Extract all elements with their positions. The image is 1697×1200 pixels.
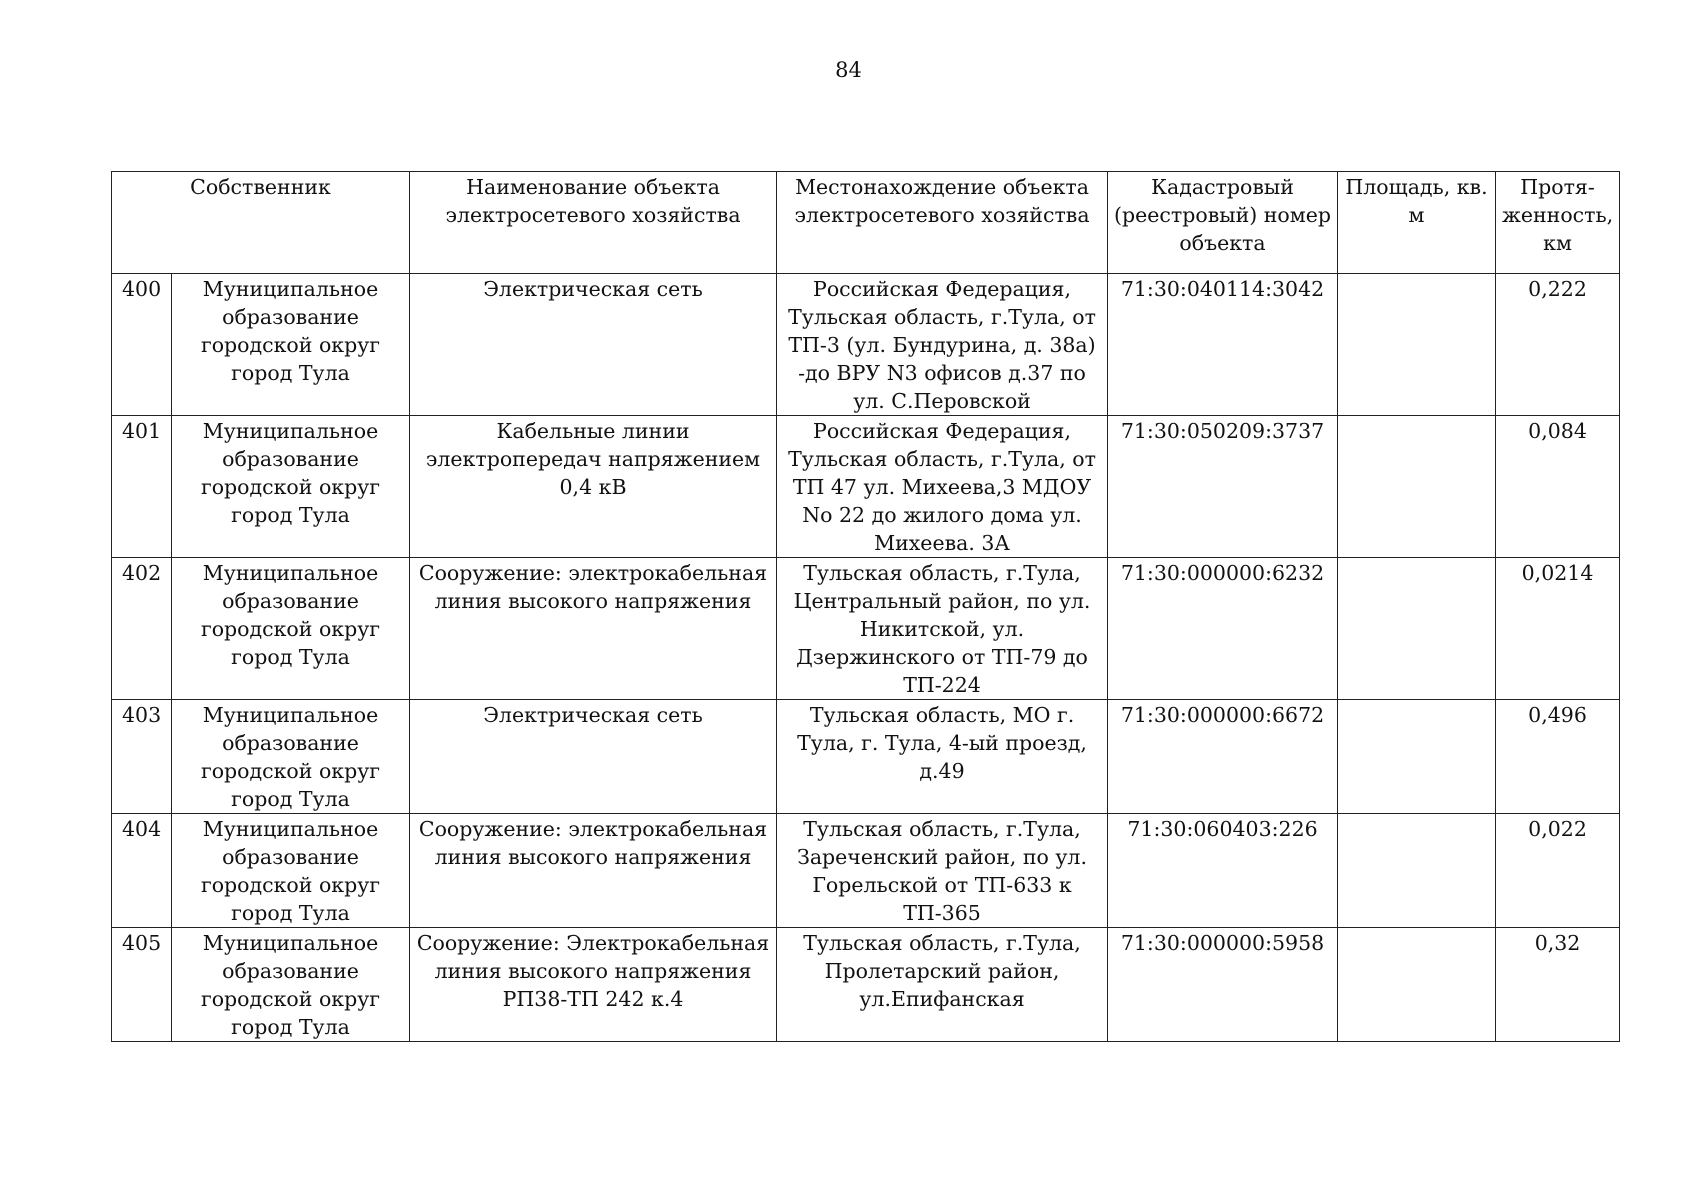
row-area: [1338, 700, 1496, 814]
row-object-location: Российская Федерация, Тульская область, г.Тула, от ТП 47 ул. Михеева,3 МДОУ No 22 до жилого дома ул. Михеева. 3А: [777, 416, 1108, 558]
row-owner: Муниципальное образование городской округ город Тула: [172, 928, 410, 1042]
row-owner: Муниципальное образование городской округ город Тула: [172, 700, 410, 814]
table-row: [112, 416, 1620, 558]
row-area: [1338, 274, 1496, 416]
row-object-name: Электрическая сеть: [410, 700, 777, 814]
row-number: 400: [112, 274, 172, 416]
row-number: 402: [112, 558, 172, 700]
table-row: [112, 700, 1620, 814]
header-length: Протя-женность, км: [1496, 172, 1620, 274]
row-area: [1338, 814, 1496, 928]
table-row: [112, 558, 1620, 700]
header-object-name: Наименование объекта электросетевого хозяйства: [410, 172, 777, 274]
row-object-location: Тульская область, г.Тула, Центральный район, по ул. Никитской, ул. Дзержинского от ТП-79 до ТП-224: [777, 558, 1108, 700]
row-cadastral-number: 71:30:050209:3737: [1108, 416, 1338, 558]
row-length: 0,022: [1496, 814, 1620, 928]
row-owner: Муниципальное образование городской округ город Тула: [172, 814, 410, 928]
row-length: 0,32: [1496, 928, 1620, 1042]
row-object-location: Тульская область, МО г. Тула, г. Тула, 4-ый проезд, д.49: [777, 700, 1108, 814]
page-number: 84: [835, 58, 862, 82]
row-cadastral-number: 71:30:040114:3042: [1108, 274, 1338, 416]
table-row: [112, 814, 1620, 928]
row-area: [1338, 558, 1496, 700]
row-object-name: Сооружение: Электрокабельная линия высокого напряжения РП38-ТП 242 к.4: [410, 928, 777, 1042]
row-length: 0,084: [1496, 416, 1620, 558]
row-cadastral-number: 71:30:000000:6232: [1108, 558, 1338, 700]
row-cadastral-number: 71:30:060403:226: [1108, 814, 1338, 928]
row-number: 404: [112, 814, 172, 928]
row-length: 0,222: [1496, 274, 1620, 416]
row-length: 0,0214: [1496, 558, 1620, 700]
row-object-location: Российская Федерация, Тульская область, г.Тула, от ТП-3 (ул. Бундурина, д. 38а) -до ВРУ N3 офисов д.37 по ул. С.Перовской: [777, 274, 1108, 416]
row-object-location: Тульская область, г.Тула, Пролетарский район, ул.Епифанская: [777, 928, 1108, 1042]
row-object-name: Электрическая сеть: [410, 274, 777, 416]
row-owner: Муниципальное образование городской округ город Тула: [172, 274, 410, 416]
row-cadastral-number: 71:30:000000:5958: [1108, 928, 1338, 1042]
row-owner: Муниципальное образование городской округ город Тула: [172, 416, 410, 558]
row-number: 405: [112, 928, 172, 1042]
row-object-location: Тульская область, г.Тула, Зареченский район, по ул. Горельской от ТП-633 к ТП-365: [777, 814, 1108, 928]
header-owner: Собственник: [112, 172, 410, 274]
row-object-name: Сооружение: электрокабельная линия высокого напряжения: [410, 558, 777, 700]
table-row: [112, 928, 1620, 1042]
row-length: 0,496: [1496, 700, 1620, 814]
row-owner: Муниципальное образование городской округ город Тула: [172, 558, 410, 700]
table-row: [112, 274, 1620, 416]
row-object-name: Сооружение: электрокабельная линия высокого напряжения: [410, 814, 777, 928]
table-header-row: [112, 172, 1620, 274]
row-number: 401: [112, 416, 172, 558]
row-area: [1338, 928, 1496, 1042]
header-cadastral-number: Кадастровый (реестровый) номер объекта: [1108, 172, 1338, 274]
row-number: 403: [112, 700, 172, 814]
header-area: Площадь, кв. м: [1338, 172, 1496, 274]
header-object-location: Местонахождение объекта электросетевого хозяйства: [777, 172, 1108, 274]
electric-grid-objects-table: [111, 171, 1620, 1042]
row-object-name: Кабельные линии электропередач напряжением 0,4 кВ: [410, 416, 777, 558]
row-cadastral-number: 71:30:000000:6672: [1108, 700, 1338, 814]
row-area: [1338, 416, 1496, 558]
